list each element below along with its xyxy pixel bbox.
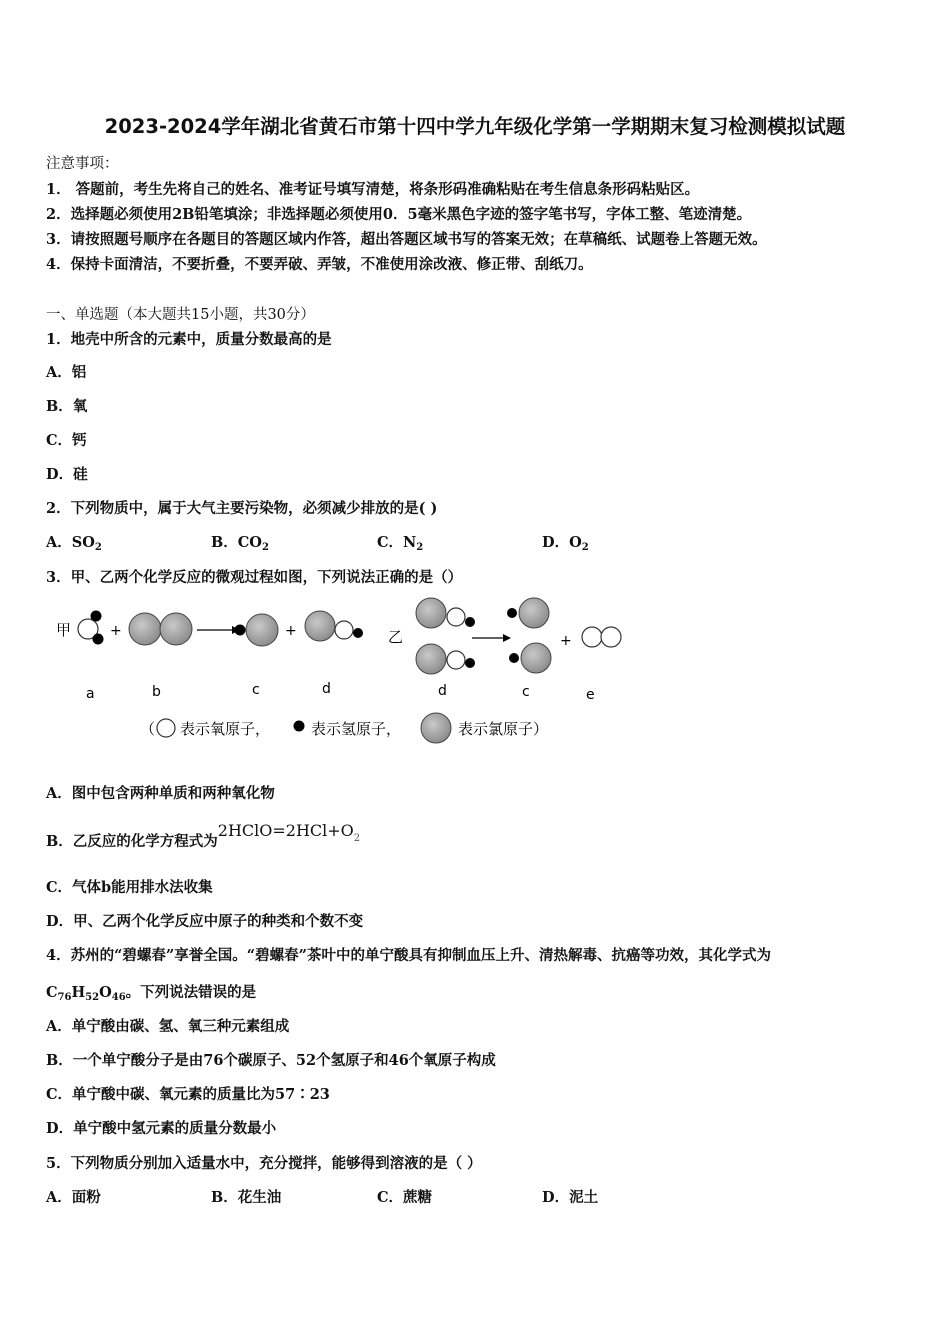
exam-title: 2023-2024学年湖北省黄石市第十四中学九年级化学第一学期期末复习检测模拟试题 — [104, 115, 846, 138]
q5-options — [46, 1186, 906, 1206]
q1-stem: 1．地壳中所含的元素中，质量分数最高的是 — [46, 331, 332, 348]
molecule-c-jia — [235, 614, 279, 646]
q3-option-d: D．甲、乙两个化学反应中原子的种类和个数不变 — [46, 913, 364, 930]
q4-option-c: C．单宁酸中碳、氧元素的质量比为57∶23 — [46, 1086, 330, 1103]
plus-3: + — [560, 633, 572, 649]
q1-option-d: D．硅 — [46, 466, 88, 483]
notice-item-1: 1． 答题前，考生先将自己的姓名、准考证号填写清楚，将条形码准确粘贴在考生信息条形码粘贴区。 — [46, 181, 700, 198]
q4-formula: $C_{76}H_{52}O_{46}$ — [46, 984, 126, 1003]
q2-option-a: A．$SO_2$ — [46, 534, 102, 553]
molecule-d-jia — [305, 611, 363, 641]
q5-stem: 5．下列物质分别加入适量水中，充分搅拌，能够得到溶液的是（ ） — [46, 1155, 482, 1172]
label-e: e — [586, 687, 595, 703]
label-d-yi: d — [438, 683, 447, 699]
q2-option-b: B．$CO_2$ — [211, 534, 269, 553]
q5-option-d: D．泥土 — [542, 1189, 599, 1206]
q1-option-b: B．氧 — [46, 398, 88, 415]
q3-option-b-text: B．乙反应的化学方程式为 — [46, 833, 218, 850]
legend-open-paren: （ — [140, 720, 156, 738]
diagram-legend — [140, 713, 548, 743]
molecule-c-yi-bottom — [509, 643, 551, 673]
label-jia: 甲 — [56, 621, 72, 639]
q2-stem: 2．下列物质中，属于大气主要污染物，必须减少排放的是( ) — [46, 500, 438, 517]
legend-oxygen-text: 表示氧原子， — [180, 720, 271, 738]
q1-option-c: C．钙 — [46, 432, 87, 449]
molecule-e — [582, 627, 621, 647]
plus-1: + — [110, 623, 122, 639]
q4-option-d: D．单宁酸中氢元素的质量分数最小 — [46, 1120, 277, 1137]
q4-stem-line2: $C_{76}H_{52}O_{46}$。下列说法错误的是 — [46, 984, 257, 1003]
q4-option-b: B．一个单宁酸分子是由76个碳原子、52个氢原子和46个氧原子构成 — [46, 1052, 496, 1069]
legend-hydrogen-icon — [294, 721, 305, 732]
label-a: a — [86, 686, 95, 702]
q1-option-a: A．铝 — [46, 364, 87, 381]
q3-option-c: C．气体b能用排水法收集 — [46, 879, 213, 896]
section-heading: 一、单选题（本大题共15小题，共30分） — [46, 307, 315, 323]
q5-option-b: B．花生油 — [211, 1189, 282, 1206]
molecule-b — [129, 613, 192, 645]
label-c-jia: c — [252, 682, 260, 698]
q2-option-d: D．$O_2$ — [542, 534, 589, 553]
label-c-yi: c — [522, 684, 530, 700]
label-yi: 乙 — [388, 628, 404, 646]
notice-item-2: 2．选择题必须使用2B铅笔填涂；非选择题必须使用0．5毫米黑色字迹的签字笔书写，字体工整、笔迹清楚。 — [46, 206, 752, 223]
molecule-d-yi-top — [416, 598, 475, 628]
q3-option-a: A．图中包含两种单质和两种氧化物 — [46, 785, 275, 802]
arrow-yi-head — [503, 634, 511, 642]
q2-options — [46, 531, 906, 551]
q2-option-c: C．$N_2$ — [377, 534, 424, 553]
notice-item-4: 4．保持卡面清洁，不要折叠，不要弄破、弄皱，不准使用涂改液、修正带、刮纸刀。 — [46, 256, 593, 273]
notice-heading: 注意事项： — [46, 156, 119, 172]
q3-option-b — [46, 821, 361, 854]
plus-2: + — [285, 623, 297, 639]
legend-oxygen-icon — [157, 719, 175, 737]
q3-stem: 3．甲、乙两个化学反应的微观过程如图，下列说法正确的是（） — [46, 569, 463, 586]
q3-option-b-formula: $2HClO=2HCl+O_2$ — [217, 821, 361, 844]
label-b: b — [152, 684, 161, 700]
q5-option-c: C．蔗糖 — [377, 1189, 433, 1206]
label-d-jia: d — [322, 681, 331, 697]
notice-item-3: 3．请按照题号顺序在各题目的答题区域内作答，超出答题区域书写的答案无效；在草稿纸、试题卷上答题无效。 — [46, 231, 767, 248]
q4-stem-line1: 4．苏州的“碧螺春”享誉全国。“碧螺春”茶叶中的单宁酸具有抑制血压上升、清热解毒、抗癌等功效，其化学式为 — [46, 947, 771, 964]
molecule-c-yi-top — [507, 598, 549, 628]
molecule-a — [78, 611, 104, 645]
legend-chlorine-icon — [421, 713, 451, 743]
q4-option-a: A．单宁酸由碳、氢、氧三种元素组成 — [46, 1018, 290, 1035]
q5-option-a: A．面粉 — [46, 1189, 101, 1206]
q3-reaction-diagram — [0, 590, 700, 750]
molecule-d-yi-bottom — [416, 644, 475, 674]
legend-chlorine-text: 表示氯原子） — [458, 720, 549, 738]
legend-hydrogen-text: 表示氢原子， — [311, 720, 402, 738]
